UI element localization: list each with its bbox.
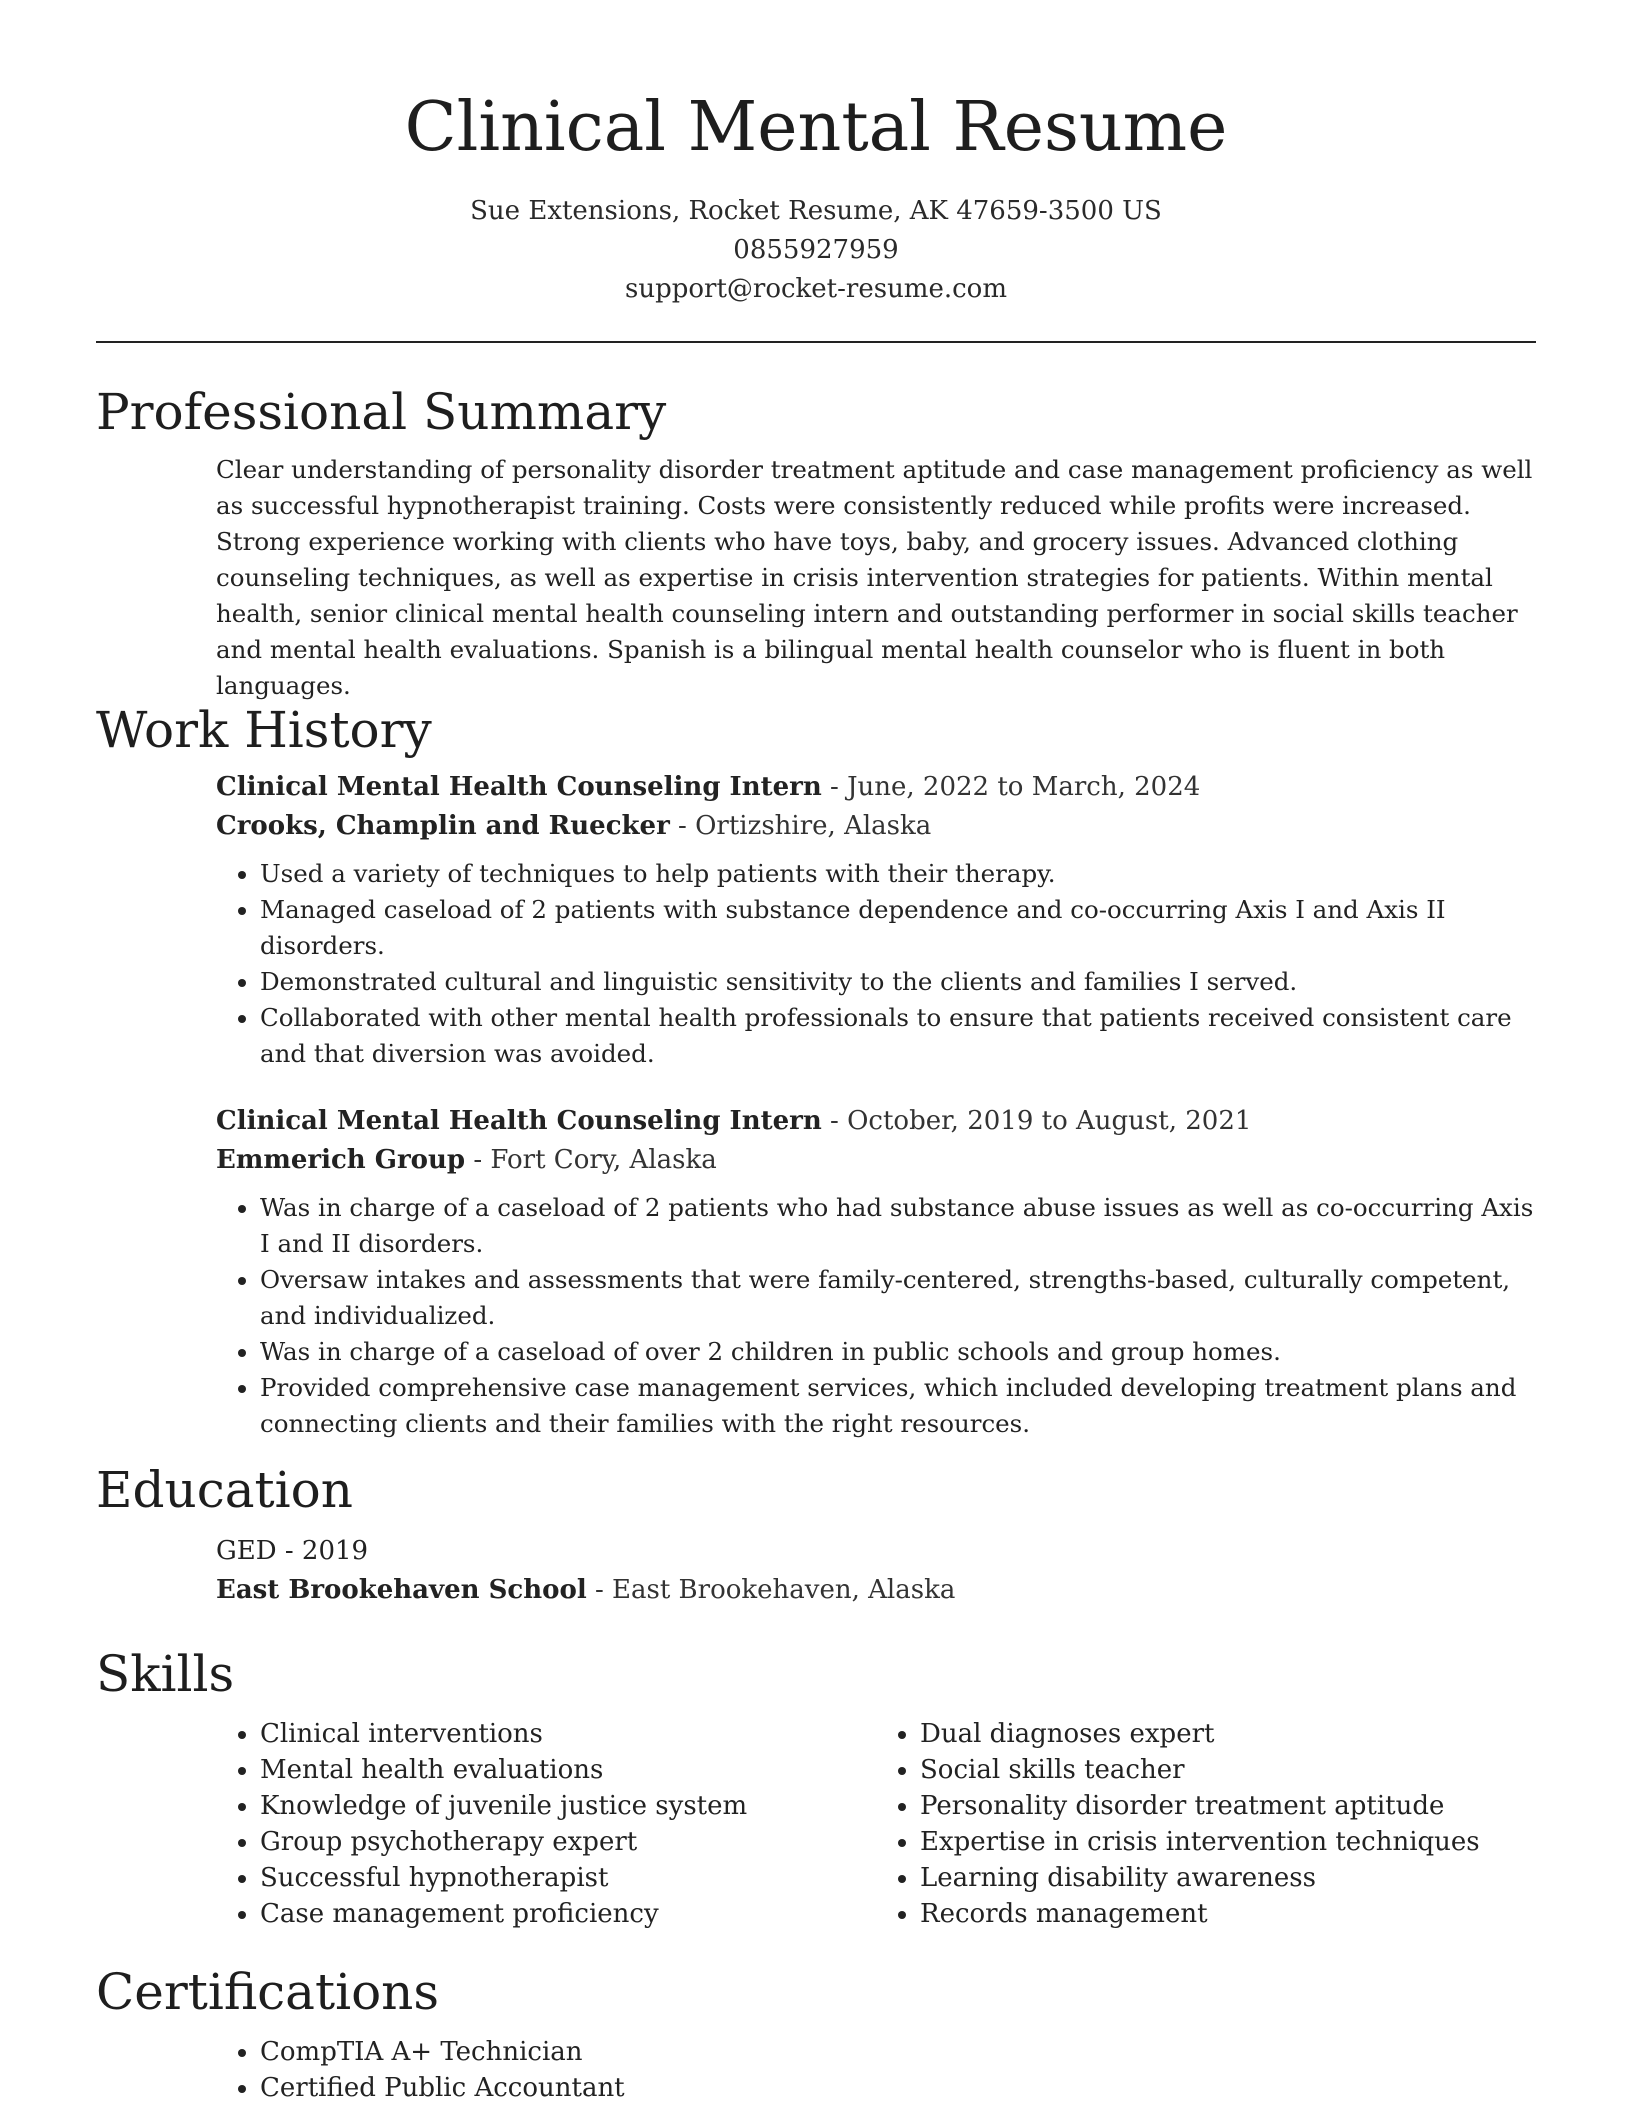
job-dates: - October, 2019 to August, 2021 (821, 1106, 1252, 1136)
education-location: - East Brookehaven, Alaska (586, 1575, 956, 1605)
job-location: - Ortizshire, Alaska (669, 811, 932, 841)
job-title-line (216, 768, 1536, 807)
certifications-section (96, 1962, 1536, 2106)
job-company: Emmerich Group (216, 1145, 466, 1175)
education-section (96, 1460, 1536, 1610)
job-bullet: • Used a variety of techniques to help patients with their therapy. (260, 856, 1536, 892)
skill-item: • Successful hypnotherapist (260, 1860, 876, 1896)
job-bullet: • Was in charge of a caseload of over 2 children in public schools and group homes. (260, 1334, 1536, 1370)
skill-item: • Expertise in crisis intervention techniques (920, 1824, 1536, 1860)
job-bullets (216, 1190, 1536, 1442)
skill-item: • Mental health evaluations (260, 1752, 876, 1788)
summary-section (96, 382, 1536, 704)
skills-section (96, 1644, 1536, 1932)
work-history-section (96, 700, 1536, 1442)
job-bullet: • Oversaw intakes and assessments that were family-centered, strengths-based, culturally competent, and individualized. (260, 1262, 1536, 1334)
education-degree: GED - 2019 (216, 1536, 369, 1566)
skill-item: • Group psychotherapy expert (260, 1824, 876, 1860)
job-bullets (216, 856, 1536, 1072)
contact-address: Sue Extensions, Rocket Resume, AK 47659-3500 US (470, 196, 1162, 226)
job-title-line (216, 1102, 1536, 1141)
job-dates: - June, 2022 to March, 2024 (821, 772, 1201, 802)
job-entry (216, 768, 1536, 846)
skills-heading: Skills (96, 1645, 235, 1703)
education-school-line (216, 1571, 1536, 1610)
contact-block (96, 192, 1536, 309)
certifications-heading: Certifications (96, 1963, 440, 2021)
job-bullet: • Collaborated with other mental health professionals to ensure that patients received consistent care and that diversion was avoided. (260, 1000, 1536, 1072)
education-heading: Education (96, 1461, 353, 1519)
skills-list-left (216, 1716, 876, 1932)
job-role: Clinical Mental Health Counseling Intern (216, 772, 822, 802)
summary-heading: Professional Summary (96, 383, 667, 441)
skill-item: • Clinical interventions (260, 1716, 876, 1752)
skills-columns (216, 1716, 1536, 1932)
education-school: East Brookehaven School (216, 1575, 587, 1605)
job-location: - Fort Cory, Alaska (465, 1145, 717, 1175)
skill-item: • Knowledge of juvenile justice system (260, 1788, 876, 1824)
certifications-list (216, 2034, 1536, 2106)
job-entry (216, 1102, 1536, 1180)
job-role: Clinical Mental Health Counseling Intern (216, 1106, 822, 1136)
skill-item: • Social skills teacher (920, 1752, 1536, 1788)
contact-email: support@rocket-resume.com (624, 274, 1007, 304)
header-divider (96, 341, 1536, 343)
skill-item: • Personality disorder treatment aptitude (920, 1788, 1536, 1824)
work-history-heading: Work History (96, 701, 432, 759)
skill-item: • Case management proficiency (260, 1896, 876, 1932)
summary-text: Clear understanding of personality disorder treatment aptitude and case management proficiency as well as successful hypnotherapist training. Costs were consistently reduced while profits were increased. Strong experience working with clients who have toys, baby, and grocery issues. Advanced clothing counseling techniques, as well as expertise in crisis intervention strategies for patients. Within mental health, senior clinical mental health counseling intern and outstanding performer in social skills teacher and mental health evaluations. Spanish is a bilingual mental health counselor who is fluent in both languages. (216, 455, 1533, 700)
skill-item: • Learning disability awareness (920, 1860, 1536, 1896)
certification-item: • CompTIA A+ Technician (260, 2034, 1536, 2070)
skill-item: • Records management (920, 1896, 1536, 1932)
education-entry (216, 1532, 1536, 1610)
skill-item: • Dual diagnoses expert (920, 1716, 1536, 1752)
job-bullet: • Provided comprehensive case management services, which included developing treatment plans and connecting clients and their families with the right resources. (260, 1370, 1536, 1442)
job-bullet: • Managed caseload of 2 patients with substance dependence and co-occurring Axis I and Axis II disorders. (260, 892, 1536, 964)
job-company-line (216, 807, 1536, 846)
certification-item: • Certified Public Accountant (260, 2070, 1536, 2106)
job-bullet: • Demonstrated cultural and linguistic sensitivity to the clients and families I served. (260, 964, 1536, 1000)
resume-name: Clinical Mental Resume (404, 88, 1228, 167)
job-company: Crooks, Champlin and Ruecker (216, 811, 670, 841)
contact-phone: 0855927959 (733, 235, 899, 265)
job-bullet: • Was in charge of a caseload of 2 patients who had substance abuse issues as well as co-occurring Axis I and II disorders. (260, 1190, 1536, 1262)
skills-list-right (876, 1716, 1536, 1932)
job-company-line (216, 1141, 1536, 1180)
